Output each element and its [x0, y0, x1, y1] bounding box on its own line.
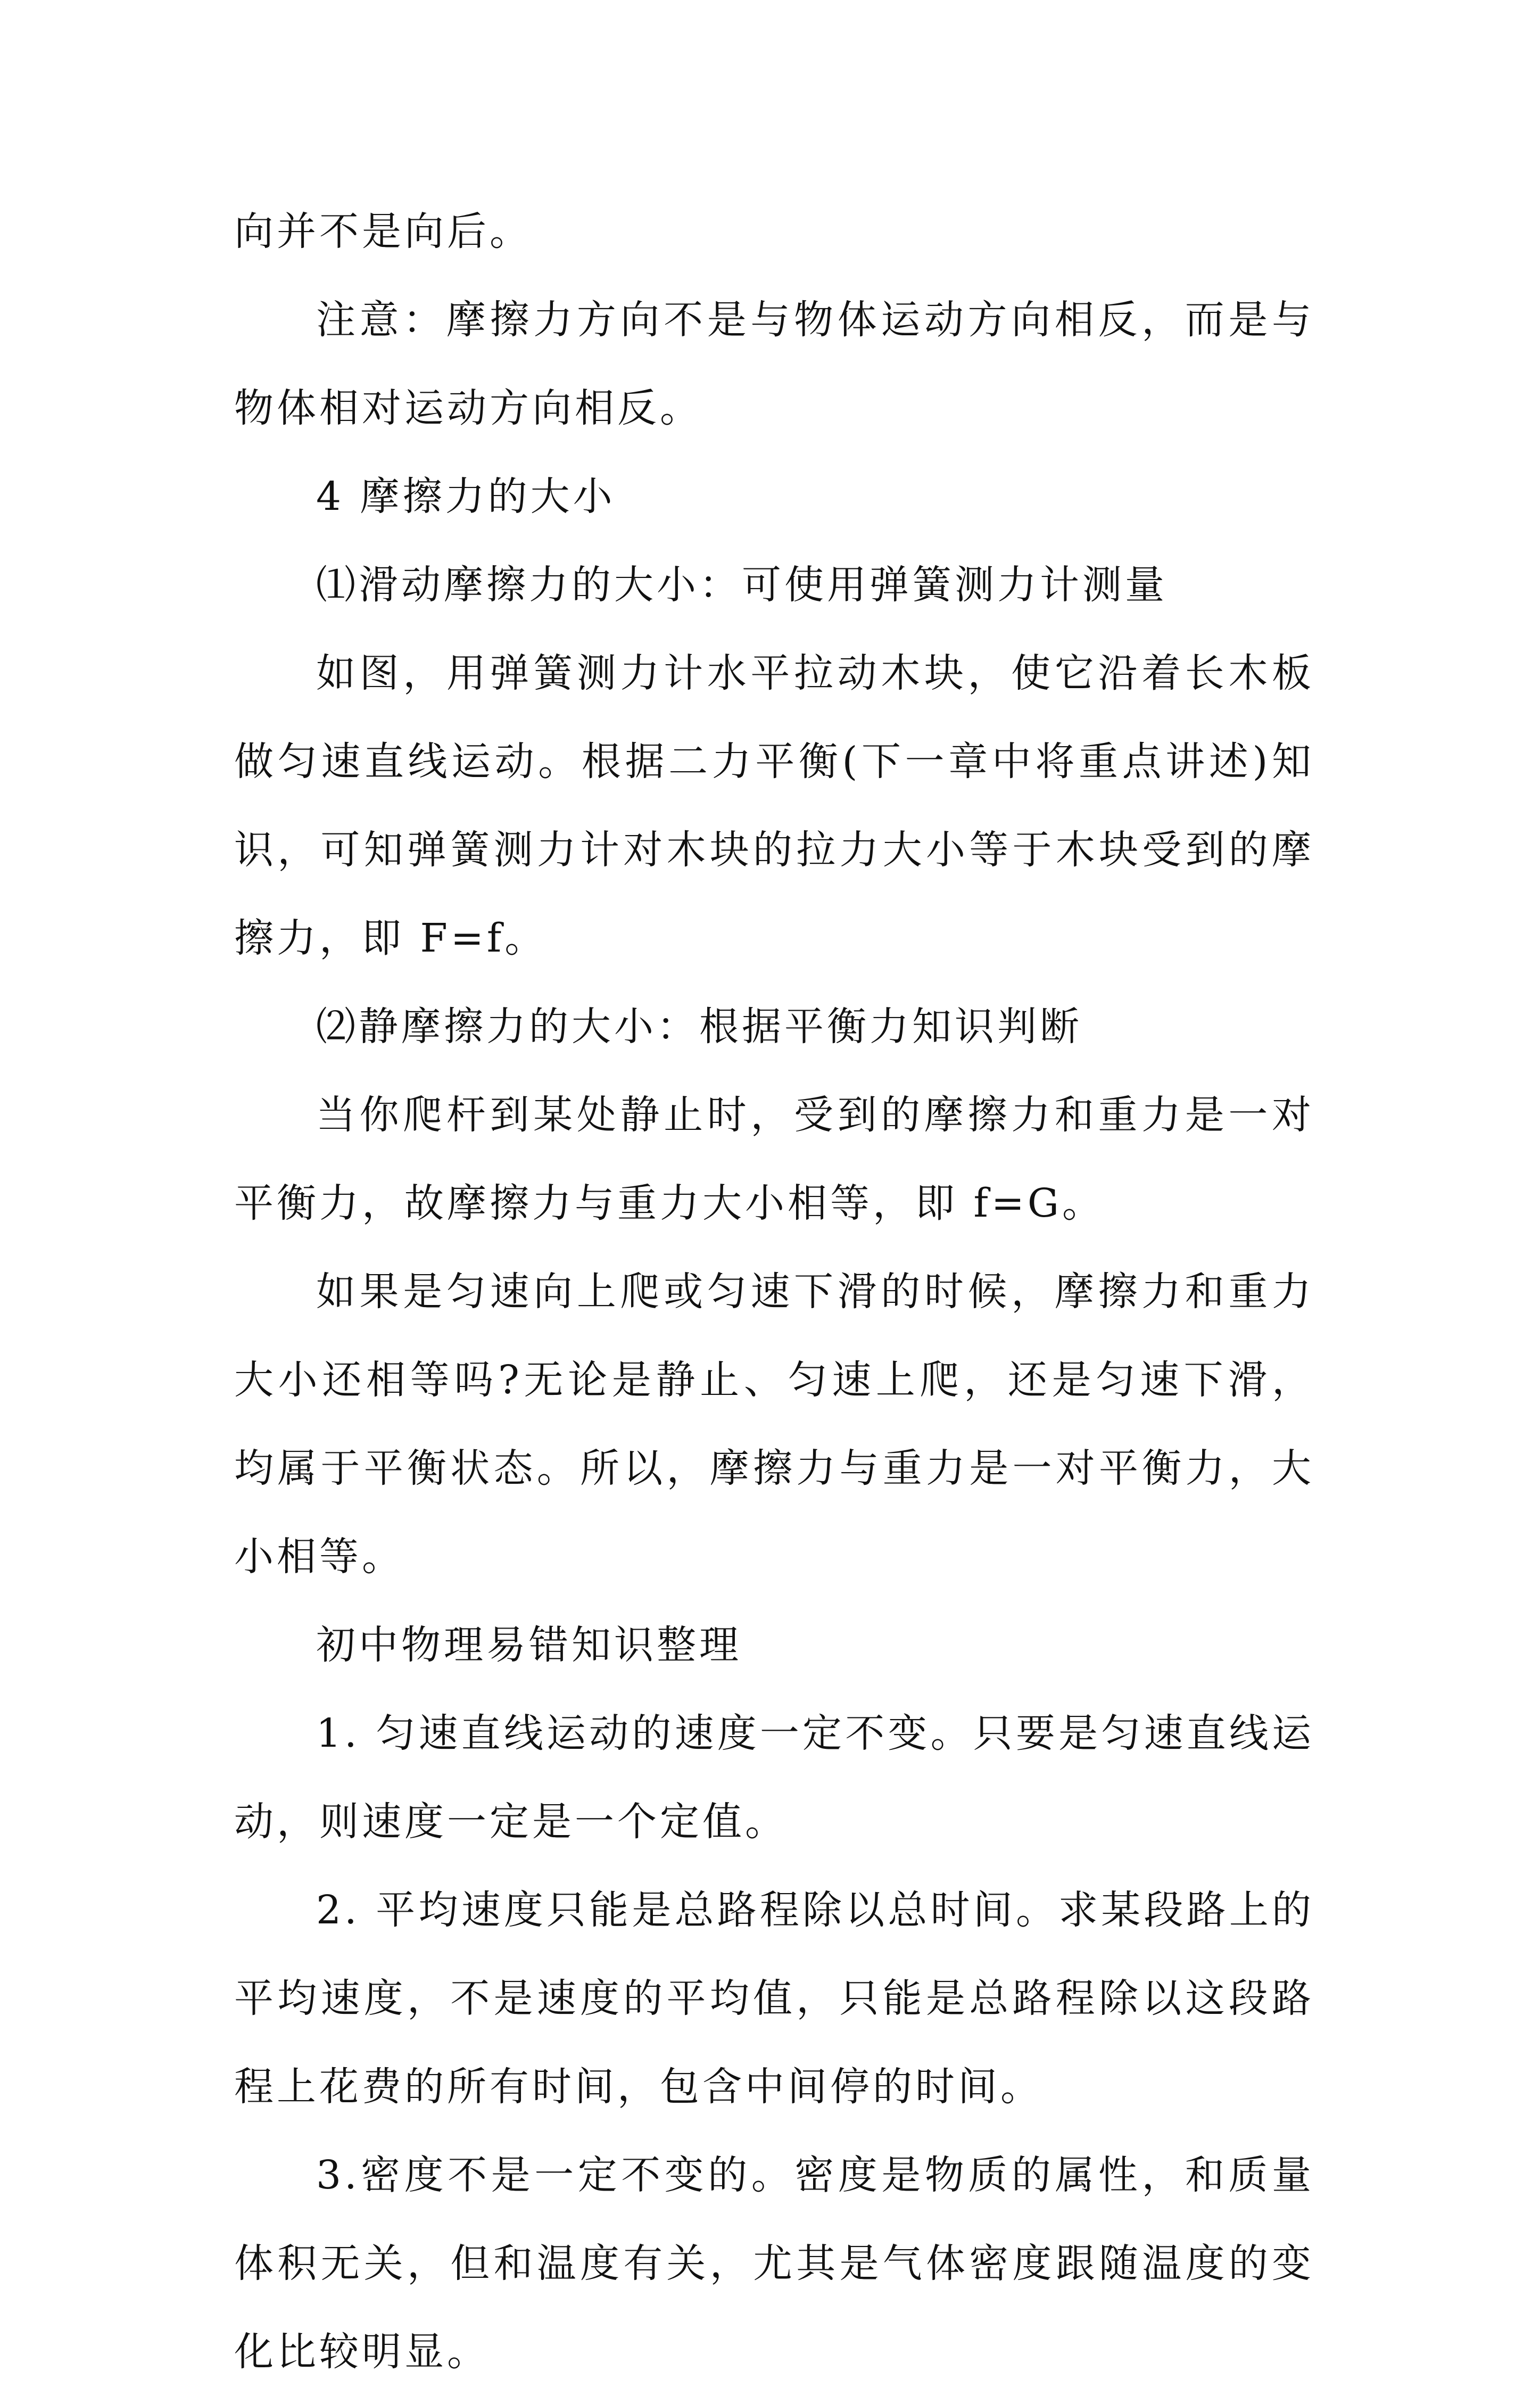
section-heading-friction-magnitude: 4 摩擦力的大小 — [316, 474, 616, 519]
list-item-1: 1. 匀速直线运动的速度一定不变。只要是匀速直线运动，则速度一定是一个定值。 — [234, 1711, 1314, 1845]
document-body — [234, 187, 1314, 2396]
paragraph-static-friction-explanation: 当你爬杆到某处静止时，受到的摩擦力和重力是一对平衡力，故摩擦力与重力大小相等，即 f=G。 — [234, 1092, 1314, 1226]
list-item-3: 3.密度不是一定不变的。密度是物质的属性，和质量体积无关，但和温度有关，尤其是气体密度跟随温度的变化比较明显。 — [234, 2152, 1314, 2375]
paragraph-continuation: 向并不是向后。 — [234, 209, 532, 254]
subheading-sliding-friction: ⑴滑动摩擦力的大小：可使用弹簧测力计测量 — [316, 562, 1168, 608]
list-item-2: 2. 平均速度只能是总路程除以总时间。求某段路上的平均速度，不是速度的平均值，只能是总路程除以这段路程上花费的所有时间，包含中间停的时间。 — [234, 1887, 1314, 2110]
paragraph-note: 注意：摩擦力方向不是与物体运动方向相反，而是与物体相对运动方向相反。 — [234, 297, 1314, 431]
section-heading-common-mistakes: 初中物理易错知识整理 — [316, 1622, 742, 1668]
paragraph-sliding-friction-explanation: 如图，用弹簧测力计水平拉动木块，使它沿着长木板做匀速直线运动。根据二力平衡(下一章中将重点讲述)知识，可知弹簧测力计对木块的拉力大小等于木块受到的摩擦力，即 F=f。 — [234, 650, 1314, 961]
paragraph-uniform-motion-question: 如果是匀速向上爬或匀速下滑的时候，摩擦力和重力大小还相等吗?无论是静止、匀速上爬，还是匀速下滑，均属于平衡状态。所以，摩擦力与重力是一对平衡力，大小相等。 — [234, 1269, 1314, 1580]
subheading-static-friction: ⑵静摩擦力的大小：根据平衡力知识判断 — [316, 1004, 1082, 1050]
